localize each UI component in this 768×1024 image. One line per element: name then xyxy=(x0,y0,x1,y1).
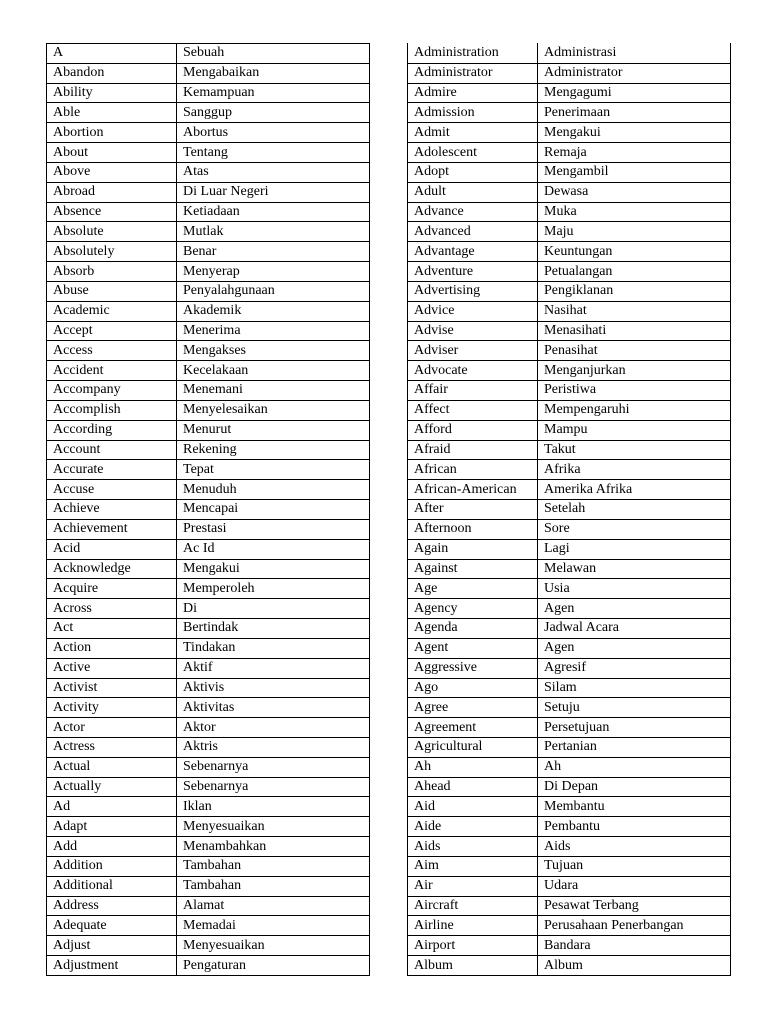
english-word-cell: Achieve xyxy=(47,500,177,520)
table-row xyxy=(408,559,731,579)
table-row xyxy=(47,321,370,341)
indonesian-translation-cell: Iklan xyxy=(177,797,370,817)
english-word-cell: Acquire xyxy=(47,579,177,599)
table-row xyxy=(47,500,370,520)
english-word-cell: Agent xyxy=(408,638,538,658)
indonesian-translation-cell: Mengabaikan xyxy=(177,63,370,83)
indonesian-translation-cell: Menemani xyxy=(177,381,370,401)
indonesian-translation-cell: Aktif xyxy=(177,658,370,678)
english-word-cell: Against xyxy=(408,559,538,579)
english-word-cell: Advocate xyxy=(408,361,538,381)
indonesian-translation-cell: Aktris xyxy=(177,737,370,757)
english-word-cell: Adviser xyxy=(408,341,538,361)
table-row xyxy=(47,737,370,757)
indonesian-translation-cell: Ac Id xyxy=(177,539,370,559)
table-row xyxy=(47,698,370,718)
table-row xyxy=(47,777,370,797)
english-word-cell: Adequate xyxy=(47,916,177,936)
table-row xyxy=(408,281,731,301)
english-word-cell: Ah xyxy=(408,757,538,777)
table-row xyxy=(408,460,731,480)
english-word-cell: Across xyxy=(47,599,177,619)
english-word-cell: According xyxy=(47,420,177,440)
indonesian-translation-cell: Aktor xyxy=(177,718,370,738)
table-row xyxy=(408,123,731,143)
english-word-cell: Adopt xyxy=(408,162,538,182)
table-row xyxy=(47,579,370,599)
table-row xyxy=(47,440,370,460)
table-row xyxy=(408,202,731,222)
indonesian-translation-cell: Penerimaan xyxy=(538,103,731,123)
indonesian-translation-cell: Silam xyxy=(538,678,731,698)
indonesian-translation-cell: Sebuah xyxy=(177,44,370,64)
indonesian-translation-cell: Setelah xyxy=(538,500,731,520)
table-row xyxy=(47,400,370,420)
table-row xyxy=(408,916,731,936)
table-row xyxy=(47,63,370,83)
table-row xyxy=(408,638,731,658)
table-row xyxy=(408,143,731,163)
indonesian-translation-cell: Bandara xyxy=(538,936,731,956)
english-word-cell: Adult xyxy=(408,182,538,202)
english-word-cell: Afraid xyxy=(408,440,538,460)
english-word-cell: Academic xyxy=(47,301,177,321)
indonesian-translation-cell: Mutlak xyxy=(177,222,370,242)
table-row xyxy=(408,480,731,500)
table-row xyxy=(408,797,731,817)
indonesian-translation-cell: Mencapai xyxy=(177,500,370,520)
indonesian-translation-cell: Menyelesaikan xyxy=(177,400,370,420)
english-word-cell: Active xyxy=(47,658,177,678)
table-row xyxy=(408,896,731,916)
table-row xyxy=(47,143,370,163)
indonesian-translation-cell: Administrator xyxy=(538,63,731,83)
english-word-cell: Again xyxy=(408,539,538,559)
indonesian-translation-cell: Amerika Afrika xyxy=(538,480,731,500)
table-row xyxy=(408,361,731,381)
table-row xyxy=(408,242,731,262)
english-word-cell: Aids xyxy=(408,837,538,857)
english-word-cell: Accept xyxy=(47,321,177,341)
indonesian-translation-cell: Sore xyxy=(538,519,731,539)
table-row xyxy=(408,500,731,520)
table-row xyxy=(47,381,370,401)
table-row xyxy=(408,222,731,242)
indonesian-translation-cell: Di xyxy=(177,599,370,619)
table-row xyxy=(47,757,370,777)
english-word-cell: Advance xyxy=(408,202,538,222)
indonesian-translation-cell: Di Depan xyxy=(538,777,731,797)
table-row xyxy=(47,44,370,64)
english-word-cell: Acid xyxy=(47,539,177,559)
indonesian-translation-cell: Peristiwa xyxy=(538,381,731,401)
english-word-cell: Admire xyxy=(408,83,538,103)
english-word-cell: Air xyxy=(408,876,538,896)
table-row xyxy=(408,619,731,639)
indonesian-translation-cell: Bertindak xyxy=(177,619,370,639)
table-row xyxy=(408,698,731,718)
english-word-cell: Aim xyxy=(408,856,538,876)
vocabulary-table-right-body xyxy=(408,44,731,976)
english-word-cell: Abortion xyxy=(47,123,177,143)
indonesian-translation-cell: Menganjurkan xyxy=(538,361,731,381)
english-word-cell: Accuse xyxy=(47,480,177,500)
indonesian-translation-cell: Maju xyxy=(538,222,731,242)
indonesian-translation-cell: Takut xyxy=(538,440,731,460)
english-word-cell: Ability xyxy=(47,83,177,103)
indonesian-translation-cell: Mengakui xyxy=(538,123,731,143)
indonesian-translation-cell: Akademik xyxy=(177,301,370,321)
english-word-cell: Agricultural xyxy=(408,737,538,757)
table-row xyxy=(47,619,370,639)
english-word-cell: Actress xyxy=(47,737,177,757)
indonesian-translation-cell: Mempengaruhi xyxy=(538,400,731,420)
english-word-cell: Activity xyxy=(47,698,177,718)
table-row xyxy=(408,162,731,182)
indonesian-translation-cell: Tepat xyxy=(177,460,370,480)
table-row xyxy=(47,262,370,282)
table-row xyxy=(47,182,370,202)
table-row xyxy=(47,817,370,837)
table-row xyxy=(408,262,731,282)
english-word-cell: Afternoon xyxy=(408,519,538,539)
indonesian-translation-cell: Memperoleh xyxy=(177,579,370,599)
english-word-cell: Advertising xyxy=(408,281,538,301)
indonesian-translation-cell: Udara xyxy=(538,876,731,896)
english-word-cell: Additional xyxy=(47,876,177,896)
indonesian-translation-cell: Afrika xyxy=(538,460,731,480)
indonesian-translation-cell: Rekening xyxy=(177,440,370,460)
indonesian-translation-cell: Sebenarnya xyxy=(177,777,370,797)
indonesian-translation-cell: Sanggup xyxy=(177,103,370,123)
indonesian-translation-cell: Muka xyxy=(538,202,731,222)
english-word-cell: Afford xyxy=(408,420,538,440)
indonesian-translation-cell: Nasihat xyxy=(538,301,731,321)
table-row xyxy=(408,856,731,876)
table-row xyxy=(408,539,731,559)
indonesian-translation-cell: Aktivis xyxy=(177,678,370,698)
english-word-cell: Abandon xyxy=(47,63,177,83)
table-row xyxy=(408,737,731,757)
indonesian-translation-cell: Mampu xyxy=(538,420,731,440)
table-row xyxy=(47,916,370,936)
indonesian-translation-cell: Tindakan xyxy=(177,638,370,658)
table-row xyxy=(47,460,370,480)
indonesian-translation-cell: Alamat xyxy=(177,896,370,916)
indonesian-translation-cell: Menuduh xyxy=(177,480,370,500)
english-word-cell: Add xyxy=(47,837,177,857)
indonesian-translation-cell: Menyerap xyxy=(177,262,370,282)
indonesian-translation-cell: Penyalahgunaan xyxy=(177,281,370,301)
indonesian-translation-cell: Penasihat xyxy=(538,341,731,361)
indonesian-translation-cell: Menasihati xyxy=(538,321,731,341)
table-row xyxy=(47,956,370,976)
english-word-cell: Ad xyxy=(47,797,177,817)
english-word-cell: African-American xyxy=(408,480,538,500)
table-row xyxy=(47,361,370,381)
english-word-cell: Absolutely xyxy=(47,242,177,262)
english-word-cell: Affect xyxy=(408,400,538,420)
table-row xyxy=(47,123,370,143)
table-row xyxy=(408,63,731,83)
table-row xyxy=(408,718,731,738)
indonesian-translation-cell: Keuntungan xyxy=(538,242,731,262)
table-row xyxy=(408,817,731,837)
indonesian-translation-cell: Agen xyxy=(538,638,731,658)
indonesian-translation-cell: Sebenarnya xyxy=(177,757,370,777)
indonesian-translation-cell: Remaja xyxy=(538,143,731,163)
english-word-cell: Access xyxy=(47,341,177,361)
english-word-cell: Abuse xyxy=(47,281,177,301)
indonesian-translation-cell: Tujuan xyxy=(538,856,731,876)
indonesian-translation-cell: Melawan xyxy=(538,559,731,579)
english-word-cell: Affair xyxy=(408,381,538,401)
table-row xyxy=(47,856,370,876)
indonesian-translation-cell: Agresif xyxy=(538,658,731,678)
english-word-cell: Actor xyxy=(47,718,177,738)
table-row xyxy=(408,301,731,321)
indonesian-translation-cell: Tambahan xyxy=(177,856,370,876)
table-row xyxy=(47,222,370,242)
english-word-cell: Advice xyxy=(408,301,538,321)
table-row xyxy=(47,301,370,321)
table-row xyxy=(408,440,731,460)
indonesian-translation-cell: Mengambil xyxy=(538,162,731,182)
indonesian-translation-cell: Album xyxy=(538,956,731,976)
english-word-cell: Actually xyxy=(47,777,177,797)
table-row xyxy=(47,936,370,956)
english-word-cell: Age xyxy=(408,579,538,599)
indonesian-translation-cell: Ketiadaan xyxy=(177,202,370,222)
vocabulary-table-right xyxy=(407,43,731,976)
english-word-cell: Address xyxy=(47,896,177,916)
table-row xyxy=(47,837,370,857)
english-word-cell: Abroad xyxy=(47,182,177,202)
indonesian-translation-cell: Menerima xyxy=(177,321,370,341)
english-word-cell: Album xyxy=(408,956,538,976)
english-word-cell: Addition xyxy=(47,856,177,876)
table-row xyxy=(47,162,370,182)
indonesian-translation-cell: Usia xyxy=(538,579,731,599)
indonesian-translation-cell: Petualangan xyxy=(538,262,731,282)
table-row xyxy=(408,321,731,341)
table-row xyxy=(408,956,731,976)
table-row xyxy=(408,519,731,539)
indonesian-translation-cell: Persetujuan xyxy=(538,718,731,738)
english-word-cell: Aide xyxy=(408,817,538,837)
indonesian-translation-cell: Perusahaan Penerbangan xyxy=(538,916,731,936)
indonesian-translation-cell: Memadai xyxy=(177,916,370,936)
table-row xyxy=(47,281,370,301)
english-word-cell: A xyxy=(47,44,177,64)
table-row xyxy=(408,777,731,797)
indonesian-translation-cell: Menambahkan xyxy=(177,837,370,857)
indonesian-translation-cell: Benar xyxy=(177,242,370,262)
english-word-cell: Admission xyxy=(408,103,538,123)
english-word-cell: Agency xyxy=(408,599,538,619)
table-row xyxy=(408,83,731,103)
english-word-cell: Ago xyxy=(408,678,538,698)
english-word-cell: Aggressive xyxy=(408,658,538,678)
english-word-cell: Activist xyxy=(47,678,177,698)
english-word-cell: Absorb xyxy=(47,262,177,282)
indonesian-translation-cell: Pertanian xyxy=(538,737,731,757)
english-word-cell: About xyxy=(47,143,177,163)
indonesian-translation-cell: Mengakui xyxy=(177,559,370,579)
indonesian-translation-cell: Pesawat Terbang xyxy=(538,896,731,916)
indonesian-translation-cell: Jadwal Acara xyxy=(538,619,731,639)
table-row xyxy=(408,757,731,777)
english-word-cell: Adventure xyxy=(408,262,538,282)
english-word-cell: Accurate xyxy=(47,460,177,480)
indonesian-translation-cell: Ah xyxy=(538,757,731,777)
indonesian-translation-cell: Mengakses xyxy=(177,341,370,361)
indonesian-translation-cell: Mengagumi xyxy=(538,83,731,103)
indonesian-translation-cell: Dewasa xyxy=(538,182,731,202)
english-word-cell: Accompany xyxy=(47,381,177,401)
table-row xyxy=(47,83,370,103)
indonesian-translation-cell: Pengaturan xyxy=(177,956,370,976)
table-row xyxy=(408,579,731,599)
english-word-cell: Above xyxy=(47,162,177,182)
table-row xyxy=(47,638,370,658)
table-row xyxy=(47,341,370,361)
english-word-cell: Accomplish xyxy=(47,400,177,420)
table-row xyxy=(408,599,731,619)
table-row xyxy=(47,539,370,559)
english-word-cell: Advise xyxy=(408,321,538,341)
table-row xyxy=(408,837,731,857)
indonesian-translation-cell: Tentang xyxy=(177,143,370,163)
table-row xyxy=(408,44,731,64)
table-row xyxy=(408,341,731,361)
table-row xyxy=(47,599,370,619)
table-row xyxy=(47,678,370,698)
english-word-cell: Accident xyxy=(47,361,177,381)
indonesian-translation-cell: Kecelakaan xyxy=(177,361,370,381)
indonesian-translation-cell: Pembantu xyxy=(538,817,731,837)
indonesian-translation-cell: Setuju xyxy=(538,698,731,718)
indonesian-translation-cell: Membantu xyxy=(538,797,731,817)
indonesian-translation-cell: Menyesuaikan xyxy=(177,817,370,837)
indonesian-translation-cell: Menyesuaikan xyxy=(177,936,370,956)
indonesian-translation-cell: Tambahan xyxy=(177,876,370,896)
table-row xyxy=(47,480,370,500)
table-row xyxy=(47,242,370,262)
english-word-cell: After xyxy=(408,500,538,520)
english-word-cell: Agree xyxy=(408,698,538,718)
table-row xyxy=(47,876,370,896)
table-row xyxy=(408,420,731,440)
english-word-cell: Action xyxy=(47,638,177,658)
indonesian-translation-cell: Aktivitas xyxy=(177,698,370,718)
english-word-cell: Administrator xyxy=(408,63,538,83)
indonesian-translation-cell: Aids xyxy=(538,837,731,857)
vocabulary-table-left-body xyxy=(47,44,370,976)
english-word-cell: Airport xyxy=(408,936,538,956)
english-word-cell: African xyxy=(408,460,538,480)
table-row xyxy=(408,658,731,678)
indonesian-translation-cell: Di Luar Negeri xyxy=(177,182,370,202)
english-word-cell: Achievement xyxy=(47,519,177,539)
english-word-cell: Absence xyxy=(47,202,177,222)
table-row xyxy=(47,718,370,738)
english-word-cell: Act xyxy=(47,619,177,639)
english-word-cell: Aid xyxy=(408,797,538,817)
table-row xyxy=(408,381,731,401)
indonesian-translation-cell: Agen xyxy=(538,599,731,619)
english-word-cell: Adjustment xyxy=(47,956,177,976)
table-row xyxy=(408,400,731,420)
english-word-cell: Advanced xyxy=(408,222,538,242)
english-word-cell: Acknowledge xyxy=(47,559,177,579)
english-word-cell: Account xyxy=(47,440,177,460)
english-word-cell: Agenda xyxy=(408,619,538,639)
indonesian-translation-cell: Prestasi xyxy=(177,519,370,539)
table-row xyxy=(408,678,731,698)
english-word-cell: Ahead xyxy=(408,777,538,797)
english-word-cell: Adjust xyxy=(47,936,177,956)
table-row xyxy=(47,797,370,817)
table-row xyxy=(408,182,731,202)
english-word-cell: Adapt xyxy=(47,817,177,837)
indonesian-translation-cell: Lagi xyxy=(538,539,731,559)
table-row xyxy=(408,876,731,896)
indonesian-translation-cell: Abortus xyxy=(177,123,370,143)
english-word-cell: Agreement xyxy=(408,718,538,738)
english-word-cell: Aircraft xyxy=(408,896,538,916)
table-row xyxy=(47,896,370,916)
english-word-cell: Able xyxy=(47,103,177,123)
table-row xyxy=(47,658,370,678)
table-row xyxy=(408,936,731,956)
english-word-cell: Administration xyxy=(408,44,538,64)
vocabulary-table-left xyxy=(46,43,370,976)
indonesian-translation-cell: Administrasi xyxy=(538,44,731,64)
english-word-cell: Adolescent xyxy=(408,143,538,163)
indonesian-translation-cell: Pengiklanan xyxy=(538,281,731,301)
table-row xyxy=(408,103,731,123)
indonesian-translation-cell: Kemampuan xyxy=(177,83,370,103)
table-row xyxy=(47,559,370,579)
table-row xyxy=(47,202,370,222)
english-word-cell: Actual xyxy=(47,757,177,777)
table-row xyxy=(47,103,370,123)
english-word-cell: Admit xyxy=(408,123,538,143)
english-word-cell: Absolute xyxy=(47,222,177,242)
table-row xyxy=(47,519,370,539)
english-word-cell: Airline xyxy=(408,916,538,936)
english-word-cell: Advantage xyxy=(408,242,538,262)
indonesian-translation-cell: Menurut xyxy=(177,420,370,440)
indonesian-translation-cell: Atas xyxy=(177,162,370,182)
table-row xyxy=(47,420,370,440)
